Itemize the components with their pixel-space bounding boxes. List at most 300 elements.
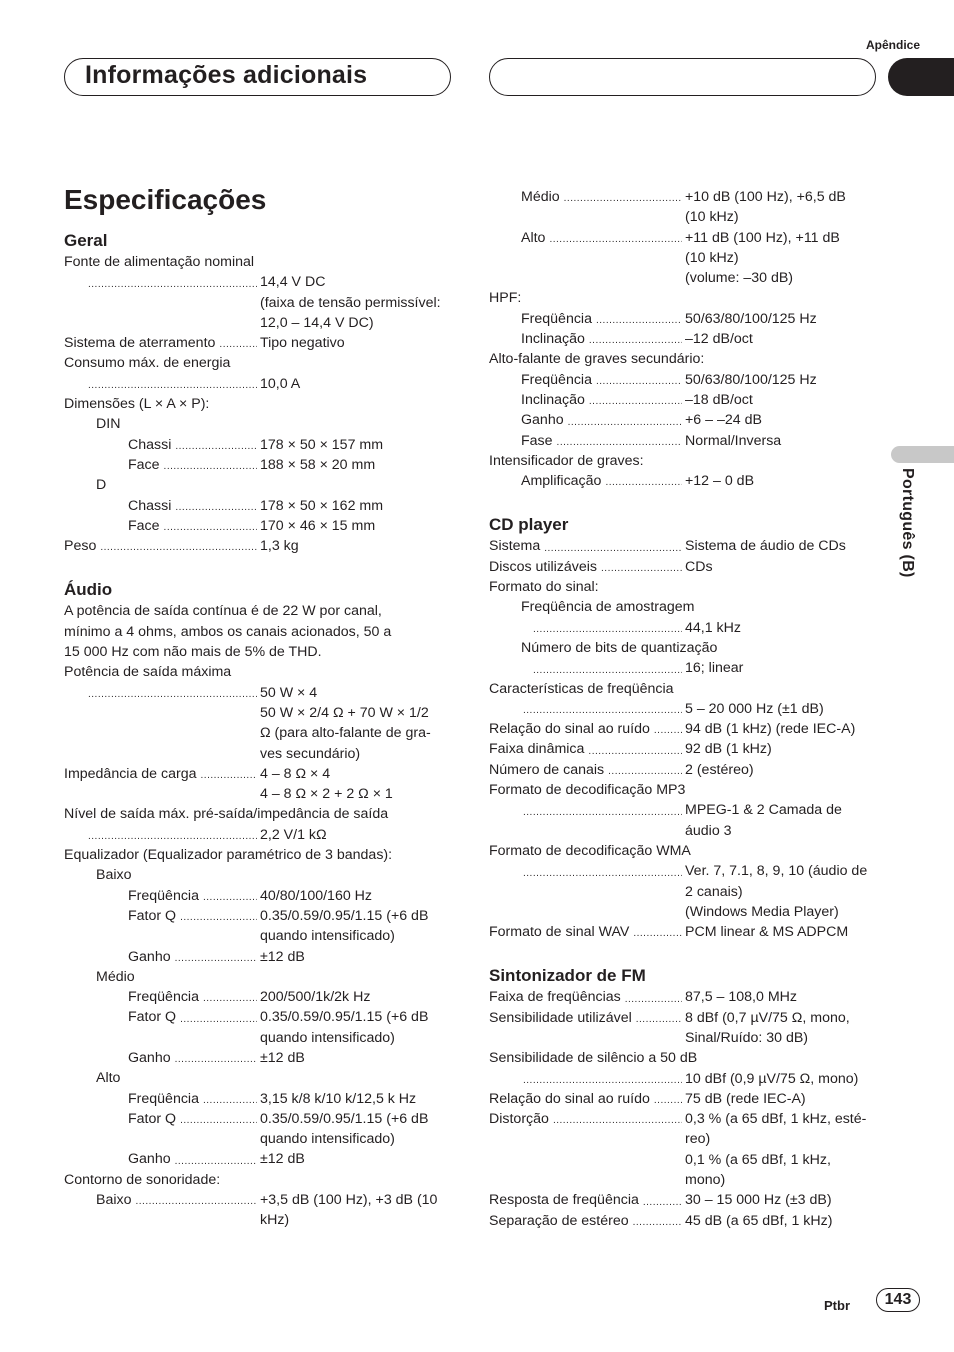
spec-row (489, 800, 879, 820)
spec-value: –12 dB/oct (685, 331, 753, 348)
spec-row (489, 1129, 879, 1149)
spec-label: Ganho (128, 1049, 171, 1066)
spec-label: Distorção (489, 1111, 549, 1128)
spec-value: Tipo negativo (260, 335, 345, 352)
page-number: 143 (876, 1288, 920, 1312)
spec-value: 45 dB (a 65 dBf, 1 kHz) (685, 1212, 833, 1229)
leader-dots (625, 987, 682, 1007)
spec-row (64, 435, 454, 455)
spec-value: quando intensificado) (260, 1131, 395, 1148)
spec-value: 2,2 V/1 kΩ (260, 826, 327, 843)
spec-label: Nível de saída máx. pré-saída/impedância de saída (64, 806, 389, 823)
spec-value: Normal/Inversa (685, 432, 782, 449)
spec-row (64, 1170, 454, 1190)
spec-label (64, 825, 88, 845)
spec-label: Freqüência (521, 310, 592, 327)
leader-dots (596, 309, 682, 329)
header-black-tab (888, 58, 954, 96)
spec-label (64, 374, 88, 394)
leader-dots (493, 207, 682, 227)
spec-value: 4 – 8 Ω × 4 (260, 765, 331, 782)
spec-value: Ver. 7, 7.1, 8, 9, 10 (áudio de (685, 863, 868, 880)
leader-dots (88, 825, 257, 845)
spec-row (64, 1149, 454, 1169)
spec-label: Chassi (128, 497, 172, 514)
leader-dots (544, 536, 682, 556)
leader-dots (100, 536, 257, 556)
empty-header-pill (489, 58, 876, 96)
leader-dots (164, 455, 257, 475)
spec-row (64, 516, 454, 536)
spec-row (489, 922, 879, 942)
spec-value: +10 dB (100 Hz), +6,5 dB (685, 189, 846, 205)
spec-value: 30 – 15 000 Hz (±3 dB) (685, 1192, 832, 1209)
spec-label: Inclinação (521, 331, 585, 348)
leader-dots (88, 272, 257, 292)
spec-value: 0.35/0.59/0.95/1.15 (+6 dB (260, 907, 429, 924)
leader-dots (180, 1007, 257, 1027)
spec-label (489, 861, 523, 881)
spec-row (64, 987, 454, 1007)
spec-label (64, 683, 88, 703)
spec-column-left (64, 230, 454, 1231)
spec-label: Alto (96, 1070, 121, 1087)
spec-label: Relação do sinal ao ruído (489, 721, 650, 738)
spec-value: Sistema de áudio de CDs (685, 538, 846, 555)
spec-label: DIN (96, 416, 121, 433)
spec-row (489, 760, 879, 780)
spec-label: Formato de sinal WAV (489, 924, 630, 941)
leader-dots (175, 435, 257, 455)
leader-dots (493, 1150, 682, 1170)
spec-row (489, 410, 879, 430)
spec-label: Características de freqüência (489, 680, 674, 697)
spec-value: 10,0 A (260, 375, 301, 392)
leader-dots (493, 882, 682, 902)
spec-row (489, 841, 879, 861)
footer-language-code: Ptbr (824, 1298, 850, 1313)
spec-label: Face (128, 456, 160, 473)
spec-label: Freqüência de amostragem (521, 599, 695, 616)
spec-value: 170 × 46 × 15 mm (260, 517, 376, 534)
spec-row (489, 329, 879, 349)
spec-value: CDs (685, 558, 713, 575)
spec-value: +11 dB (100 Hz), +11 dB (685, 229, 840, 246)
spec-row (64, 374, 454, 394)
spec-row (489, 248, 879, 268)
spec-label: Número de canais (489, 761, 605, 778)
spec-row (489, 228, 879, 248)
spec-value: 44,1 kHz (685, 619, 741, 636)
spec-value: 0,3 % (a 65 dBf, 1 kHz, esté- (685, 1111, 867, 1128)
leader-dots (68, 744, 257, 764)
leader-dots (175, 1048, 257, 1068)
leader-dots (68, 1210, 257, 1230)
spec-row (64, 313, 454, 333)
spec-row (64, 1007, 454, 1027)
spec-value: 75 dB (rede IEC-A) (685, 1090, 806, 1107)
leader-dots (180, 1109, 257, 1129)
leader-dots (493, 821, 682, 841)
spec-label: Formato de decodificação MP3 (489, 782, 686, 799)
spec-value: (10 kHz) (685, 209, 739, 226)
leader-dots (88, 374, 257, 394)
spec-label: Consumo máx. de energia (64, 355, 231, 372)
leader-dots (175, 496, 257, 516)
spec-row (489, 207, 879, 227)
spec-value: 200/500/1k/2k Hz (260, 989, 371, 1006)
leader-dots (523, 1069, 682, 1089)
spec-value: 92 dB (1 kHz) (685, 741, 772, 758)
spec-label: Número de bits de quantização (521, 639, 718, 656)
spec-row (64, 662, 454, 682)
spec-value: reo) (685, 1131, 711, 1148)
spec-row (64, 475, 454, 495)
section-heading: Áudio (64, 580, 113, 600)
spec-label: Médio (521, 189, 560, 205)
spec-label: Sensibilidade utilizável (489, 1009, 632, 1026)
spec-row (64, 252, 454, 272)
spec-row (489, 1190, 879, 1210)
spec-value: 12,0 – 14,4 V DC) (260, 314, 374, 331)
spec-row (489, 557, 879, 577)
spec-value: 50/63/80/100/125 Hz (685, 371, 817, 388)
spec-value: 5 – 20 000 Hz (±1 dB) (685, 700, 824, 717)
leader-dots (203, 886, 257, 906)
leader-dots (596, 370, 682, 390)
spec-row (64, 1190, 454, 1210)
spec-value: 94 dB (1 kHz) (rede IEC-A) (685, 721, 856, 738)
spec-label: Inclinação (521, 391, 585, 408)
spec-value: 14,4 V DC (260, 274, 326, 291)
spec-label: Alto (521, 229, 546, 246)
spec-row (64, 1068, 454, 1088)
spec-label: Fator Q (128, 907, 177, 924)
spec-label (489, 1069, 523, 1089)
spec-row (489, 536, 879, 556)
spec-label: Fator Q (128, 1009, 177, 1026)
spec-row (64, 1129, 454, 1149)
spec-value: (10 kHz) (685, 249, 739, 266)
leader-dots (605, 471, 682, 491)
spec-label: Baixo (96, 867, 132, 884)
leader-dots (557, 431, 682, 451)
spec-row (489, 1048, 879, 1068)
spec-row (64, 804, 454, 824)
leader-dots (523, 800, 682, 820)
spec-row (64, 926, 454, 946)
leader-dots (493, 248, 682, 268)
spec-label: Ganho (128, 1151, 171, 1168)
appendix-label: Apêndice (866, 38, 921, 52)
spec-value: mono) (685, 1172, 726, 1189)
spec-value: +6 – –24 dB (685, 412, 762, 429)
spec-label: Ganho (128, 948, 171, 965)
spec-row (489, 577, 879, 597)
spec-row (489, 288, 879, 308)
leader-dots (533, 658, 682, 678)
spec-row (489, 1211, 879, 1231)
spec-value: 188 × 58 × 20 mm (260, 456, 376, 473)
spec-row (489, 451, 879, 471)
leader-dots (68, 313, 257, 333)
spec-row (64, 845, 454, 865)
leader-dots (654, 719, 682, 739)
spec-value: Ω (para alto-falante de gra- (260, 725, 431, 742)
spec-value: 2 (estéreo) (685, 761, 754, 778)
spec-value: 1,3 kg (260, 538, 299, 555)
leader-dots (564, 187, 682, 207)
leader-dots (589, 329, 682, 349)
spec-row (64, 1028, 454, 1048)
spec-row (489, 1008, 879, 1028)
spec-value: +3,5 dB (100 Hz), +3 dB (10 (260, 1192, 438, 1209)
spec-value: 4 – 8 Ω × 2 + 2 Ω × 1 (260, 786, 393, 803)
spec-row (64, 784, 454, 804)
leader-dots (201, 764, 257, 784)
spec-value: quando intensificado) (260, 928, 395, 945)
spec-row (64, 764, 454, 784)
leader-dots (88, 683, 257, 703)
spec-label: Contorno de sonoridade: (64, 1171, 221, 1188)
leader-dots (68, 293, 257, 313)
spec-row (489, 739, 879, 759)
leader-dots (633, 1211, 682, 1231)
spec-label: Dimensões (L × A × P): (64, 396, 210, 413)
spec-value: 40/80/100/160 Hz (260, 887, 373, 904)
leader-dots (203, 1089, 257, 1109)
spec-label: Equalizador (Equalizador paramétrico de 3 bandas): (64, 847, 393, 864)
spec-row (489, 679, 879, 699)
spec-value: quando intensificado) (260, 1029, 395, 1046)
leader-dots (633, 922, 682, 942)
paragraph-line: A potência de saída contínua é de 22 W por canal, (64, 603, 382, 620)
spec-value: PCM linear & MS ADPCM (685, 924, 849, 941)
spec-label: HPF: (489, 290, 522, 307)
spec-row (489, 370, 879, 390)
spec-row (489, 658, 879, 678)
spec-row (489, 699, 879, 719)
leader-dots (175, 1149, 257, 1169)
leader-dots (68, 1129, 257, 1149)
leader-dots (568, 410, 682, 430)
leader-dots (601, 557, 682, 577)
spec-column-right (489, 187, 879, 1231)
spec-row (64, 414, 454, 434)
spec-row (489, 1089, 879, 1109)
spec-row (64, 906, 454, 926)
spec-row (64, 825, 454, 845)
spec-label: Resposta de freqüência (489, 1192, 639, 1209)
spec-value: 50 W × 4 (260, 684, 318, 701)
section-heading: Geral (64, 231, 108, 250)
language-tab-label: Português (B) (899, 468, 916, 578)
spec-row (489, 638, 879, 658)
spec-row (64, 1048, 454, 1068)
spec-label (64, 272, 88, 292)
spec-label: Intensificador de graves: (489, 452, 644, 469)
spec-label (489, 800, 523, 820)
spec-row (489, 349, 879, 369)
section-title: Informações adicionais (85, 61, 368, 89)
spec-row (489, 780, 879, 800)
spec-label: Formato do sinal: (489, 579, 599, 596)
leader-dots (533, 618, 682, 638)
spec-row (489, 902, 879, 922)
leader-dots (68, 784, 257, 804)
spec-label: Formato de decodificação WMA (489, 842, 691, 859)
leader-dots (654, 1089, 682, 1109)
spec-value: kHz) (260, 1212, 290, 1229)
spec-value: –18 dB/oct (685, 391, 753, 408)
spec-label: Amplificação (521, 473, 602, 490)
spec-label: Impedância de carga (64, 765, 197, 782)
spec-label: Alto-falante de graves secundário: (489, 351, 705, 368)
spec-row (489, 861, 879, 881)
spec-row (64, 683, 454, 703)
spec-label: Fase (521, 432, 553, 449)
spec-row (64, 744, 454, 764)
leader-dots (175, 947, 257, 967)
spec-value: +12 – 0 dB (685, 473, 755, 490)
spec-value: ±12 dB (260, 948, 305, 965)
spec-row (64, 353, 454, 373)
spec-value: 0.35/0.59/0.95/1.15 (+6 dB (260, 1009, 429, 1026)
leader-dots (493, 1170, 682, 1190)
spec-row (64, 455, 454, 475)
leader-dots (180, 906, 257, 926)
spec-label: Faixa dinâmica (489, 741, 585, 758)
spec-value: 0.35/0.59/0.95/1.15 (+6 dB (260, 1110, 429, 1127)
spec-row (489, 1150, 879, 1170)
spec-value: 16; linear (685, 660, 744, 677)
spec-row (64, 272, 454, 292)
spec-value: (volume: –30 dB) (685, 270, 794, 287)
spec-label: Sensibilidade de silêncio a 50 dB (489, 1050, 698, 1067)
spec-row (64, 496, 454, 516)
spec-row (489, 597, 879, 617)
spec-row (64, 394, 454, 414)
spec-label: Ganho (521, 412, 564, 429)
spec-row (489, 821, 879, 841)
spec-label: Peso (64, 538, 97, 555)
leader-dots (588, 739, 682, 759)
spec-value: (Windows Media Player) (685, 903, 839, 920)
spec-label (489, 699, 523, 719)
leader-dots (203, 987, 257, 1007)
leader-dots (493, 1129, 682, 1149)
spec-label (489, 618, 533, 638)
spec-row (489, 268, 879, 288)
spec-value: 10 dBf (0,9 µV/75 Ω, mono) (685, 1070, 859, 1087)
leader-dots (493, 902, 682, 922)
spec-row (489, 1109, 879, 1129)
spec-value: 87,5 – 108,0 MHz (685, 989, 797, 1006)
spec-value: 178 × 50 × 162 mm (260, 497, 384, 514)
spec-value: 3,15 k/8 k/10 k/12,5 k Hz (260, 1090, 417, 1107)
spec-row (489, 1170, 879, 1190)
spec-value: ±12 dB (260, 1151, 305, 1168)
leader-dots (549, 228, 682, 248)
spec-label: Freqüência (128, 887, 199, 904)
leader-dots (219, 333, 257, 353)
spec-value: ves secundário) (260, 745, 361, 762)
leader-dots (643, 1190, 682, 1210)
spec-label: Relação do sinal ao ruído (489, 1090, 650, 1107)
paragraph-line: mínimo a 4 ohms, ambos os canais acionados, 50 a (64, 623, 392, 640)
leader-dots (136, 1190, 258, 1210)
spec-label: Fonte de alimentação nominal (64, 254, 255, 270)
spec-label: Freqüência (128, 989, 199, 1006)
spec-value: ±12 dB (260, 1049, 305, 1066)
leader-dots (553, 1109, 682, 1129)
leader-dots (493, 268, 682, 288)
spec-row (64, 967, 454, 987)
spec-label (489, 658, 533, 678)
spec-value: MPEG-1 & 2 Camada de (685, 802, 842, 819)
spec-label: Freqüência (128, 1090, 199, 1107)
spec-label: Potência de saída máxima (64, 664, 232, 681)
spec-label: Faixa de freqüências (489, 989, 621, 1006)
leader-dots (68, 703, 257, 723)
leader-dots (608, 760, 682, 780)
section-title-pill (64, 58, 451, 96)
leader-dots (523, 699, 682, 719)
language-tab-marker (891, 446, 954, 463)
spec-value: 8 dBf (0,7 µV/75 Ω, mono, (685, 1009, 850, 1026)
leader-dots (68, 1028, 257, 1048)
leader-dots (164, 516, 257, 536)
spec-row (489, 882, 879, 902)
spec-value: 50/63/80/100/125 Hz (685, 310, 817, 327)
spec-value: 0,1 % (a 65 dBf, 1 kHz, (685, 1151, 831, 1168)
spec-row (64, 333, 454, 353)
leader-dots (493, 1028, 682, 1048)
spec-row (489, 431, 879, 451)
spec-value: 178 × 50 × 157 mm (260, 436, 384, 453)
spec-value: 50 W × 2/4 Ω + 70 W × 1/2 (260, 704, 429, 721)
spec-row (489, 618, 879, 638)
spec-row (489, 390, 879, 410)
spec-row (489, 987, 879, 1007)
spec-row (64, 865, 454, 885)
spec-label: D (96, 477, 107, 494)
spec-row (64, 536, 454, 556)
spec-row (489, 187, 879, 207)
spec-label: Freqüência (521, 371, 592, 388)
spec-row (64, 703, 454, 723)
spec-row (64, 1109, 454, 1129)
spec-label: Sistema (489, 538, 541, 555)
spec-label: Face (128, 517, 160, 534)
section-heading: CD player (489, 515, 569, 535)
spec-value: (faixa de tensão permissível: (260, 294, 441, 311)
spec-row (489, 719, 879, 739)
spec-row (64, 723, 454, 743)
leader-dots (523, 861, 682, 881)
leader-dots (636, 1008, 682, 1028)
spec-label: Baixo (96, 1192, 132, 1209)
spec-row (489, 471, 879, 491)
leader-dots (589, 390, 682, 410)
spec-label: Chassi (128, 436, 172, 453)
spec-row (64, 1210, 454, 1230)
spec-label: Separação de estéreo (489, 1212, 629, 1229)
spec-row (64, 886, 454, 906)
page-title: Especificações (64, 184, 267, 215)
spec-label: Sistema de aterramento (64, 335, 216, 352)
spec-row (64, 947, 454, 967)
